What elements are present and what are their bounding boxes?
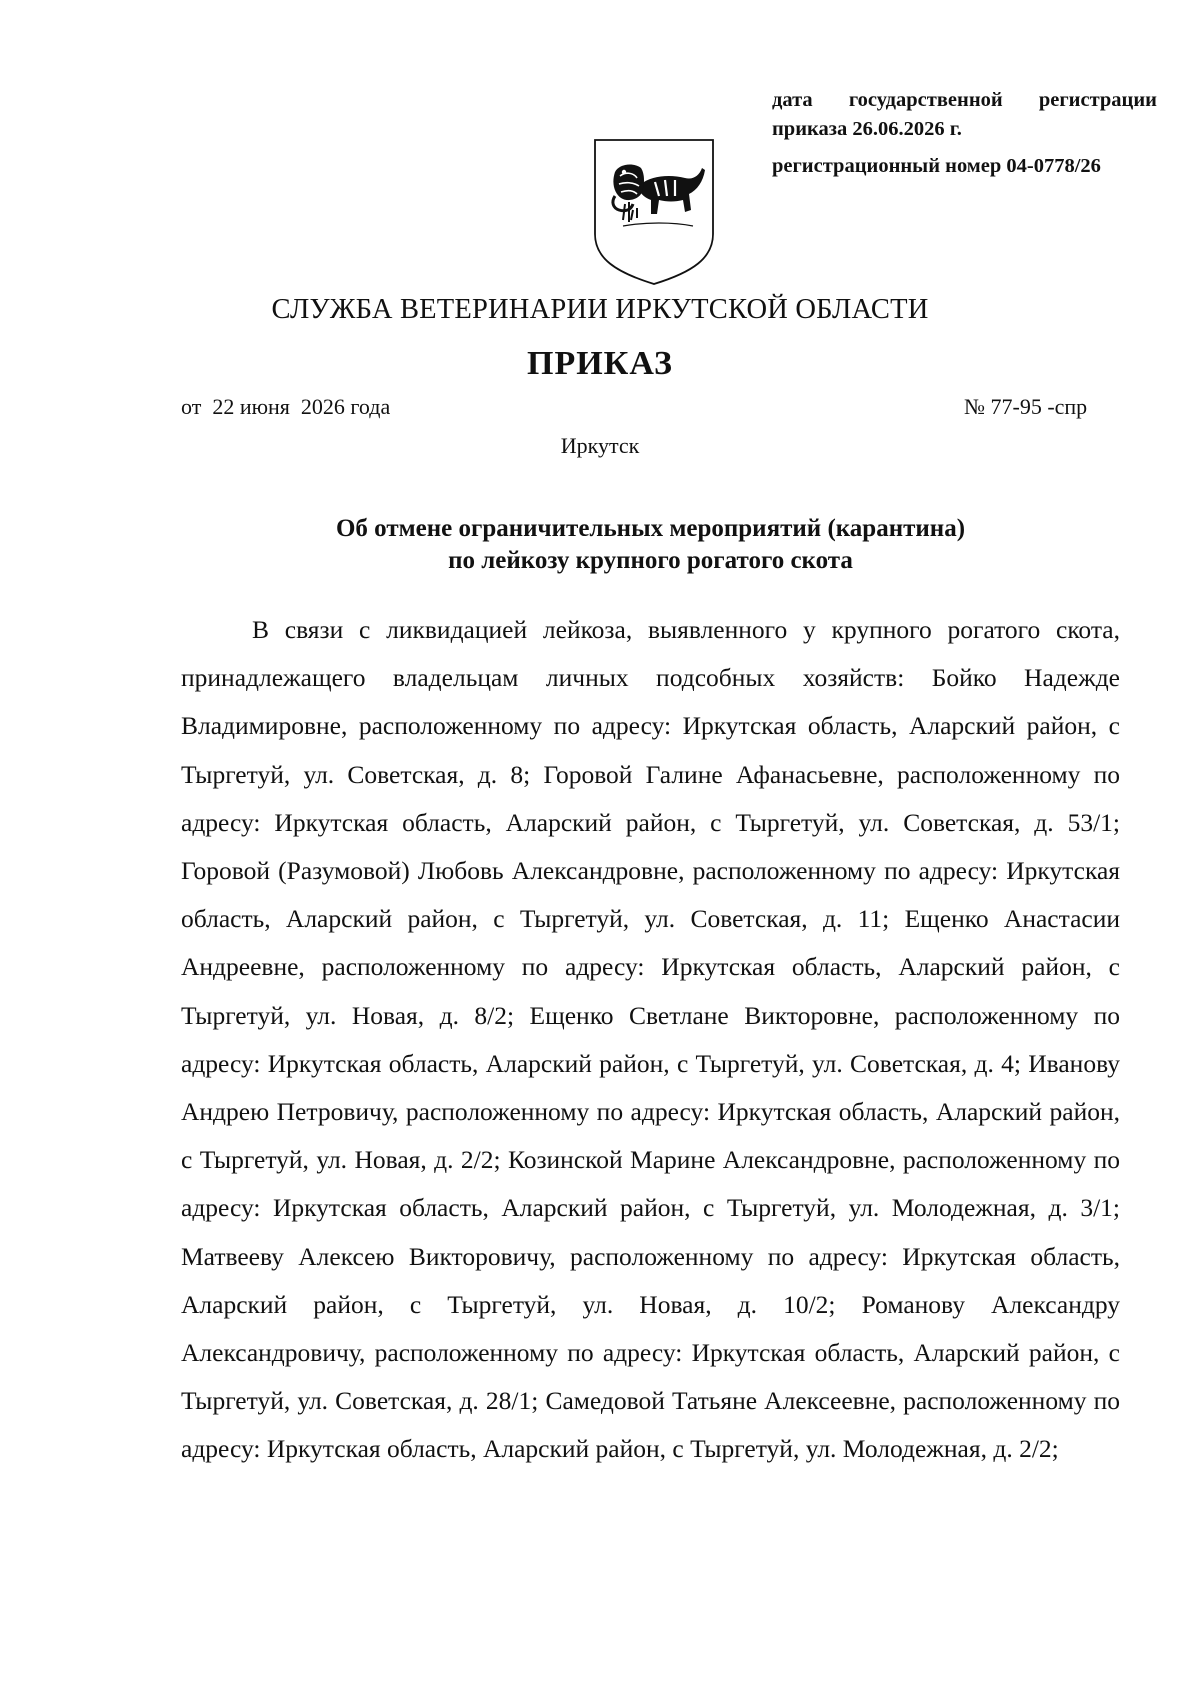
registration-stamp	[772, 86, 1157, 181]
registration-line-2: приказа 26.06.2026 г.	[772, 118, 962, 140]
body-paragraph: В связи с ликвидацией лейкоза, выявленного у крупного рогатого скота, принадлежащего владельцам личных подсобных хозяйств: Бойко Надежде Владимировне, расположенному по адресу: Иркутская область, Аларский район, с Тыргетуй, ул. Советская, д. 8; Горовой Галине Афанасьевне, расположенному по адресу: Иркутская область, Аларский район, с Тыргетуй, ул. Советская, д. 53/1; Горовой (Разумовой) Любовь Александровне, расположенному по адресу: Иркутская область, Аларский район, с Тыргетуй, ул. Советская, д. 11; Ещенко Анастасии Андреевне, расположенному по адресу: Иркутская область, Аларский район, с Тыргетуй, ул. Новая, д. 8/2; Ещенко Светлане Викторовне, расположенному по адресу: Иркутская область, Аларский район, с Тыргетуй, ул. Советская, д. 4; Иванову Андрею Петровичу, расположенному по адресу: Иркутская область, Аларский район, с Тыргетуй, ул. Новая, д. 2/2; Козинской Марине Александровне, расположенному по адресу: Иркутская область, Аларский район, с Тыргетуй, ул. Молодежная, д. 3/1; Матвееву Алексею Викторовичу, расположенному по адресу: Иркутская область, Аларский район, с Тыргетуй, ул. Новая, д. 10/2; Романову Александру Александровичу, расположенному по адресу: Иркутская область, Аларский район, с Тыргетуй, ул. Советская, д. 28/1; Самедовой Татьяне Алексеевне, расположенному по адресу: Иркутская область, Аларский район, с Тыргетуй, ул. Молодежная, д. 2/2;	[181, 615, 1120, 1464]
order-title-line-1: Об отмене ограничительных мероприятий (карантина)	[335, 515, 966, 542]
document-type: ПРИКАЗ	[527, 345, 673, 382]
registration-number: регистрационный номер 04-0778/26	[772, 155, 1101, 177]
registration-line-1: дата государственной регистрации	[772, 89, 1157, 111]
order-date: от 22 июня 2026 года	[181, 394, 391, 419]
order-title	[181, 513, 1120, 577]
order-title-line-2: по лейкозу крупного рогатого скота	[448, 547, 853, 574]
city: Иркутск	[560, 433, 640, 458]
organization-name: СЛУЖБА ВЕТЕРИНАРИИ ИРКУТСКОЙ ОБЛАСТИ	[271, 294, 929, 325]
order-number: № 77-95 -спр	[964, 394, 1088, 419]
coat-of-arms-icon	[593, 138, 715, 286]
